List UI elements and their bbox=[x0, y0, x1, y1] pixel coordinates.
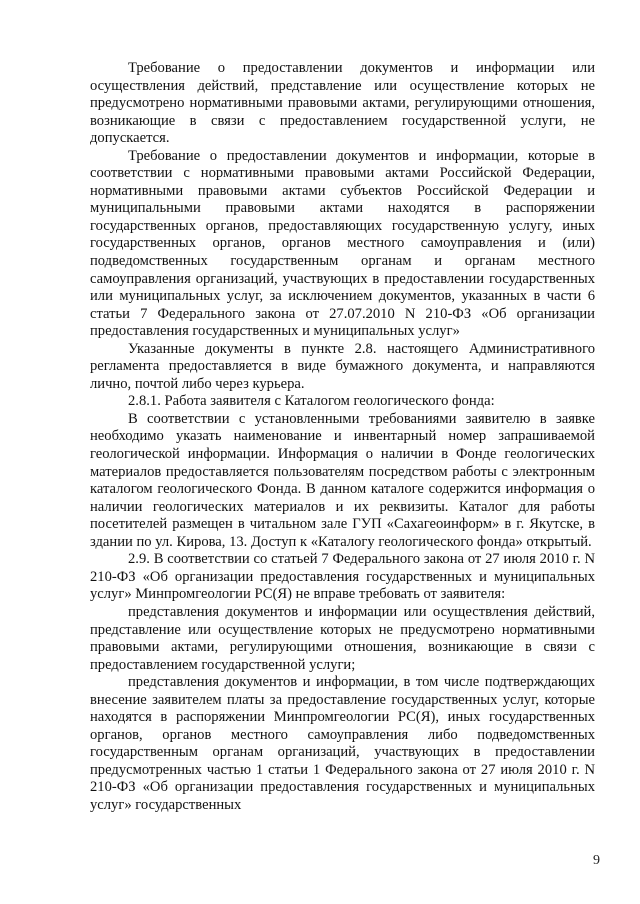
page-number: 9 bbox=[593, 853, 600, 868]
paragraph-section-2-8-1: 2.8.1. Работа заявителя с Каталогом геологического фонда: bbox=[128, 393, 495, 410]
paragraph-list-item-1: представления документов и информации или осуществления действий, представление или осуществление которых не предусмотрено нормативными правовыми актами, регулирующими отношения, возникающие в связи с предоставлением государственной услуги; bbox=[90, 603, 595, 673]
paragraph-list-item-2: представления документов и информации, в том числе подтверждающих внесение заявителем платы за предоставление государственных услуг, которые находятся в распоряжении Минпромгеологии РС(Я), иных государственных органов, органов местного самоуправления либо подведомственных государственным органам организаций, участвующих в предоставлении предусмотренных частью 1 статьи 1 Федерального закона от 27 июля 2010 г. N 210-ФЗ «Об организации предоставления государственных и муниципальных услуг» государственных bbox=[90, 674, 595, 813]
paragraph-section-2-9: 2.9. В соответствии со статьей 7 Федерального закона от 27 июля 2010 г. N 210-ФЗ «Об организации предоставления государственных и муниципальных услуг» Минпромгеологии РС(Я) не вправе требовать от заявителя: bbox=[90, 551, 595, 603]
document-body bbox=[90, 60, 595, 815]
paragraph-requirement-not-allowed: Требование о предоставлении документов и информации или осуществления действий, представление или осуществление которых не предусмотрено нормативными правовыми актами, регулирующими отношения, возникающие в связи с предоставлением государственной услуги, не допускается. bbox=[90, 60, 595, 147]
paragraph-documents-submission: Указанные документы в пункте 2.8. настоящего Административного регламента предоставляется в виде бумажного документа, и направляются лично, почтой либо через курьера. bbox=[90, 340, 595, 392]
paragraph-requirement-documents: Требование о предоставлении документов и информации, которые в соответствии с нормативными правовыми актами Российской Федерации, нормативными правовыми актами субъектов Российской Федерации и муниципальными правовыми актами находятся в распоряжении государственных органов, предоставляющих государственную услугу, иных государственных органов, органов местного самоуправления и (или) подведомственных государственным органам и органам местного самоуправления организаций, участвующих в предоставлении государственных или муниципальных услуг, за исключением документов, указанных в части 6 статьи 7 Федерального закона от 27.07.2010 N 210-ФЗ «Об организации предоставления государственных и муниципальных услуг» bbox=[90, 147, 595, 340]
paragraph-catalog-info: В соответствии с установленными требованиями заявителю в заявке необходимо указать наименование и инвентарный номер запрашиваемой геологической информации. Информация о наличии в Фонде геологических материалов предоставляется пользователям посредством работы с электронным каталогом геологического Фонда. В данном каталоге содержится информация о наличии геологических материалов и их реквизиты. Каталог для работы посетителей размещен в читальном зале ГУП «Сахагеоинформ» в г. Якутске, в здании по ул. Кирова, 13. Доступ к «Каталогу геологического фонда» открытый. bbox=[90, 410, 595, 550]
